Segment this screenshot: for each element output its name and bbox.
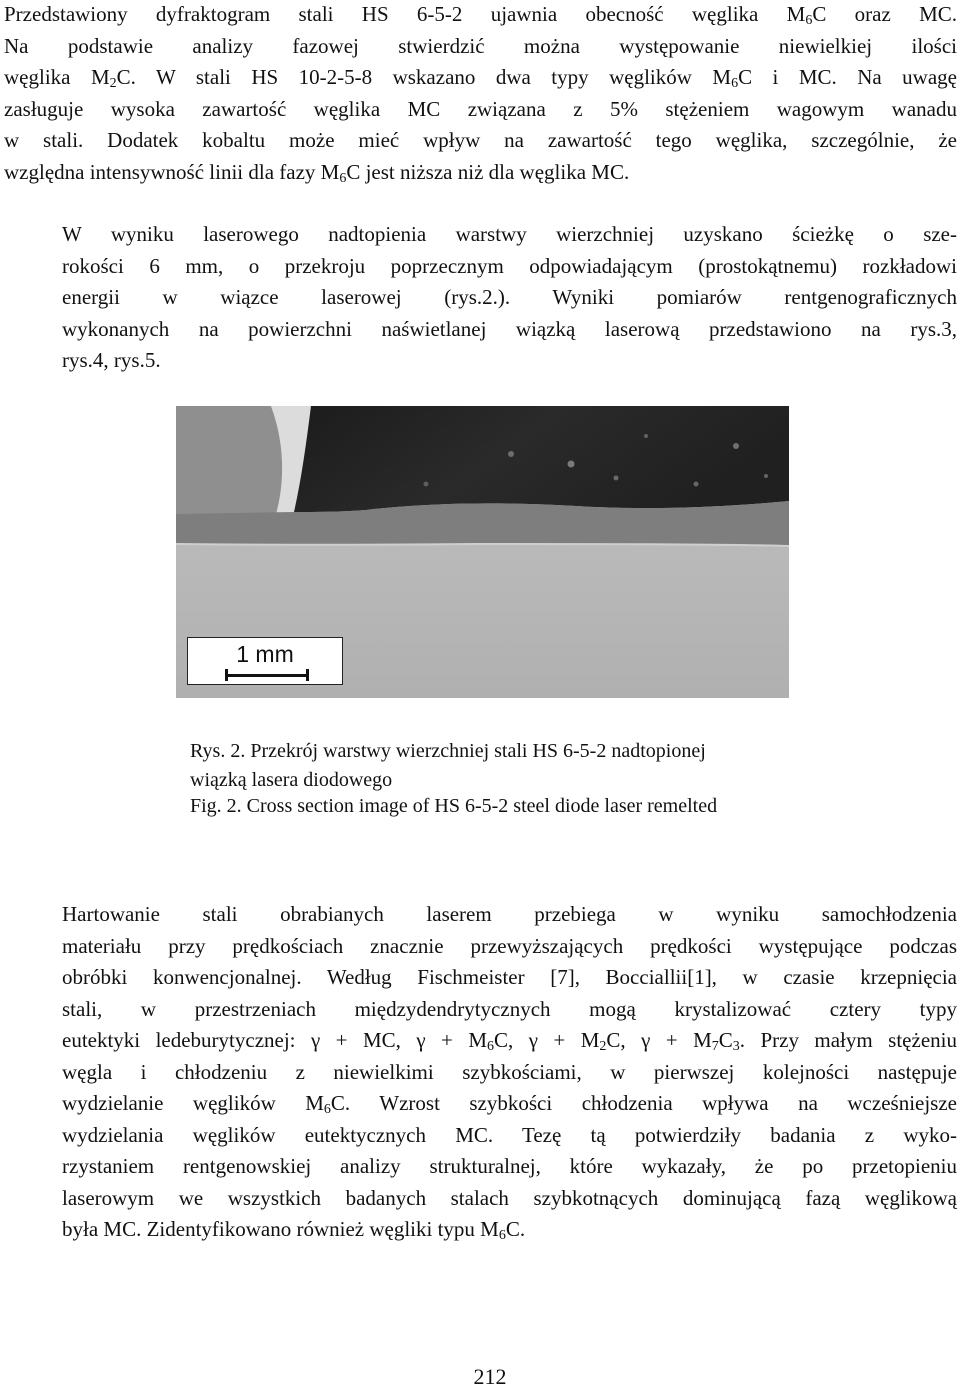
scale-bar-box — [187, 637, 343, 685]
page-number: 212 — [473, 1364, 507, 1389]
text-line: była MC. Zidentyfikowano również węgliki typu $M_6C$. — [62, 1217, 526, 1243]
text-line: eutektyki ledeburytycznej: γ + MC, $\gamma + M_6C$, $\gamma + M_2C$, $\gamma + M_7C_3$. Przy małym stężeniu — [62, 1028, 957, 1054]
text-line: względna intensywność linii dla fazy $M_6C$ jest niższa niż dla węglika MC. — [4, 159, 630, 186]
text-line: wydzielania węglików eutektycznych MC. Tezę tą potwierdziły badania z wyko- — [62, 1122, 957, 1147]
text-line: W wyniku laserowego nadtopienia warstwy wierzchniej uzyskano ścieżkę o sze- — [62, 222, 957, 246]
text-line: materiału przy prędkościach znacznie przewyższających prędkości występujące podczas — [62, 933, 957, 958]
text-line: obróbki konwencjonalnej. Według Fischmeister [7], Bocciallii[1], w czasie krzepnięcia — [62, 965, 957, 989]
scale-bar-tick-left — [225, 669, 228, 681]
paragraph-phase-analysis — [4, 0, 957, 188]
text-line: wydzielanie węglików $M_6C$. Wzrost szybkości chłodzenia wpływa na wcześniejsze — [62, 1091, 957, 1117]
text-line: w stali. Dodatek kobaltu może mieć wpływ na zawartość tego węglika, szczególnie, że — [4, 128, 957, 152]
text-line: laserowym we wszystkich badanych stalach szybkotnących dominującą fazą węglikową — [62, 1185, 957, 1210]
text-line: zasługuje wysoka zawartość węglika MC związana z 5% stężeniem wagowym wanadu — [4, 96, 957, 121]
text-line: energii w wiązce laserowej (rys.2.). Wyniki pomiarów rentgenograficznych — [62, 285, 957, 309]
text-line: wykonanych na powierzchni naświetlanej wiązką laserową przedstawiono na rys.3, — [62, 316, 957, 341]
text-line: rokości 6 mm, o przekroju poprzecznym odpowiadającym (prostokątnemu) rozkładowi — [62, 253, 957, 278]
scale-bar-tick-right — [306, 669, 309, 681]
text-line: rys.4, rys.5. — [62, 348, 161, 372]
figure-caption-english: Fig. 2. Cross section image of HS 6-5-2 steel diode laser remelted — [190, 795, 718, 817]
text-line: rzystaniem rentgenowskiej analizy strukturalnej, które wykazały, że po przetopieniu — [62, 1154, 957, 1178]
text-line: węgla i chłodzeniu z niewielkimi szybkościami, w pierwszej kolejności następuje — [62, 1059, 957, 1084]
figure-caption-polish: Rys. 2. Przekrój warstwy wierzchniej stali HS 6-5-2 nadtopionej wiązką lasera diodowego — [190, 740, 706, 791]
text-line: Przedstawiony dyfraktogram stali HS 6-5-2 ujawnia obecność węglika $M_6C$ oraz MC. — [4, 2, 957, 28]
paragraph-laser-hardening — [4, 899, 957, 1246]
text-line: Na podstawie analizy fazowej stwierdzić można występowanie niewielkiej ilości — [4, 33, 957, 58]
scale-label: 1 mm — [236, 641, 294, 667]
paragraph-laser-remelting — [4, 219, 957, 377]
text-line: węglika $M_2C$. W stali HS 10-2-5-8 wskazano dwa typy węglików $M_6C$ i MC. Na uwagę — [4, 65, 957, 91]
scale-bar-line — [226, 674, 308, 677]
text-line: Hartowanie stali obrabianych laserem przebiega w wyniku samochłodzenia — [62, 902, 957, 926]
text-line: stali, w przestrzeniach międzydendrytycznych mogą krystalizować cztery typy — [62, 996, 957, 1021]
